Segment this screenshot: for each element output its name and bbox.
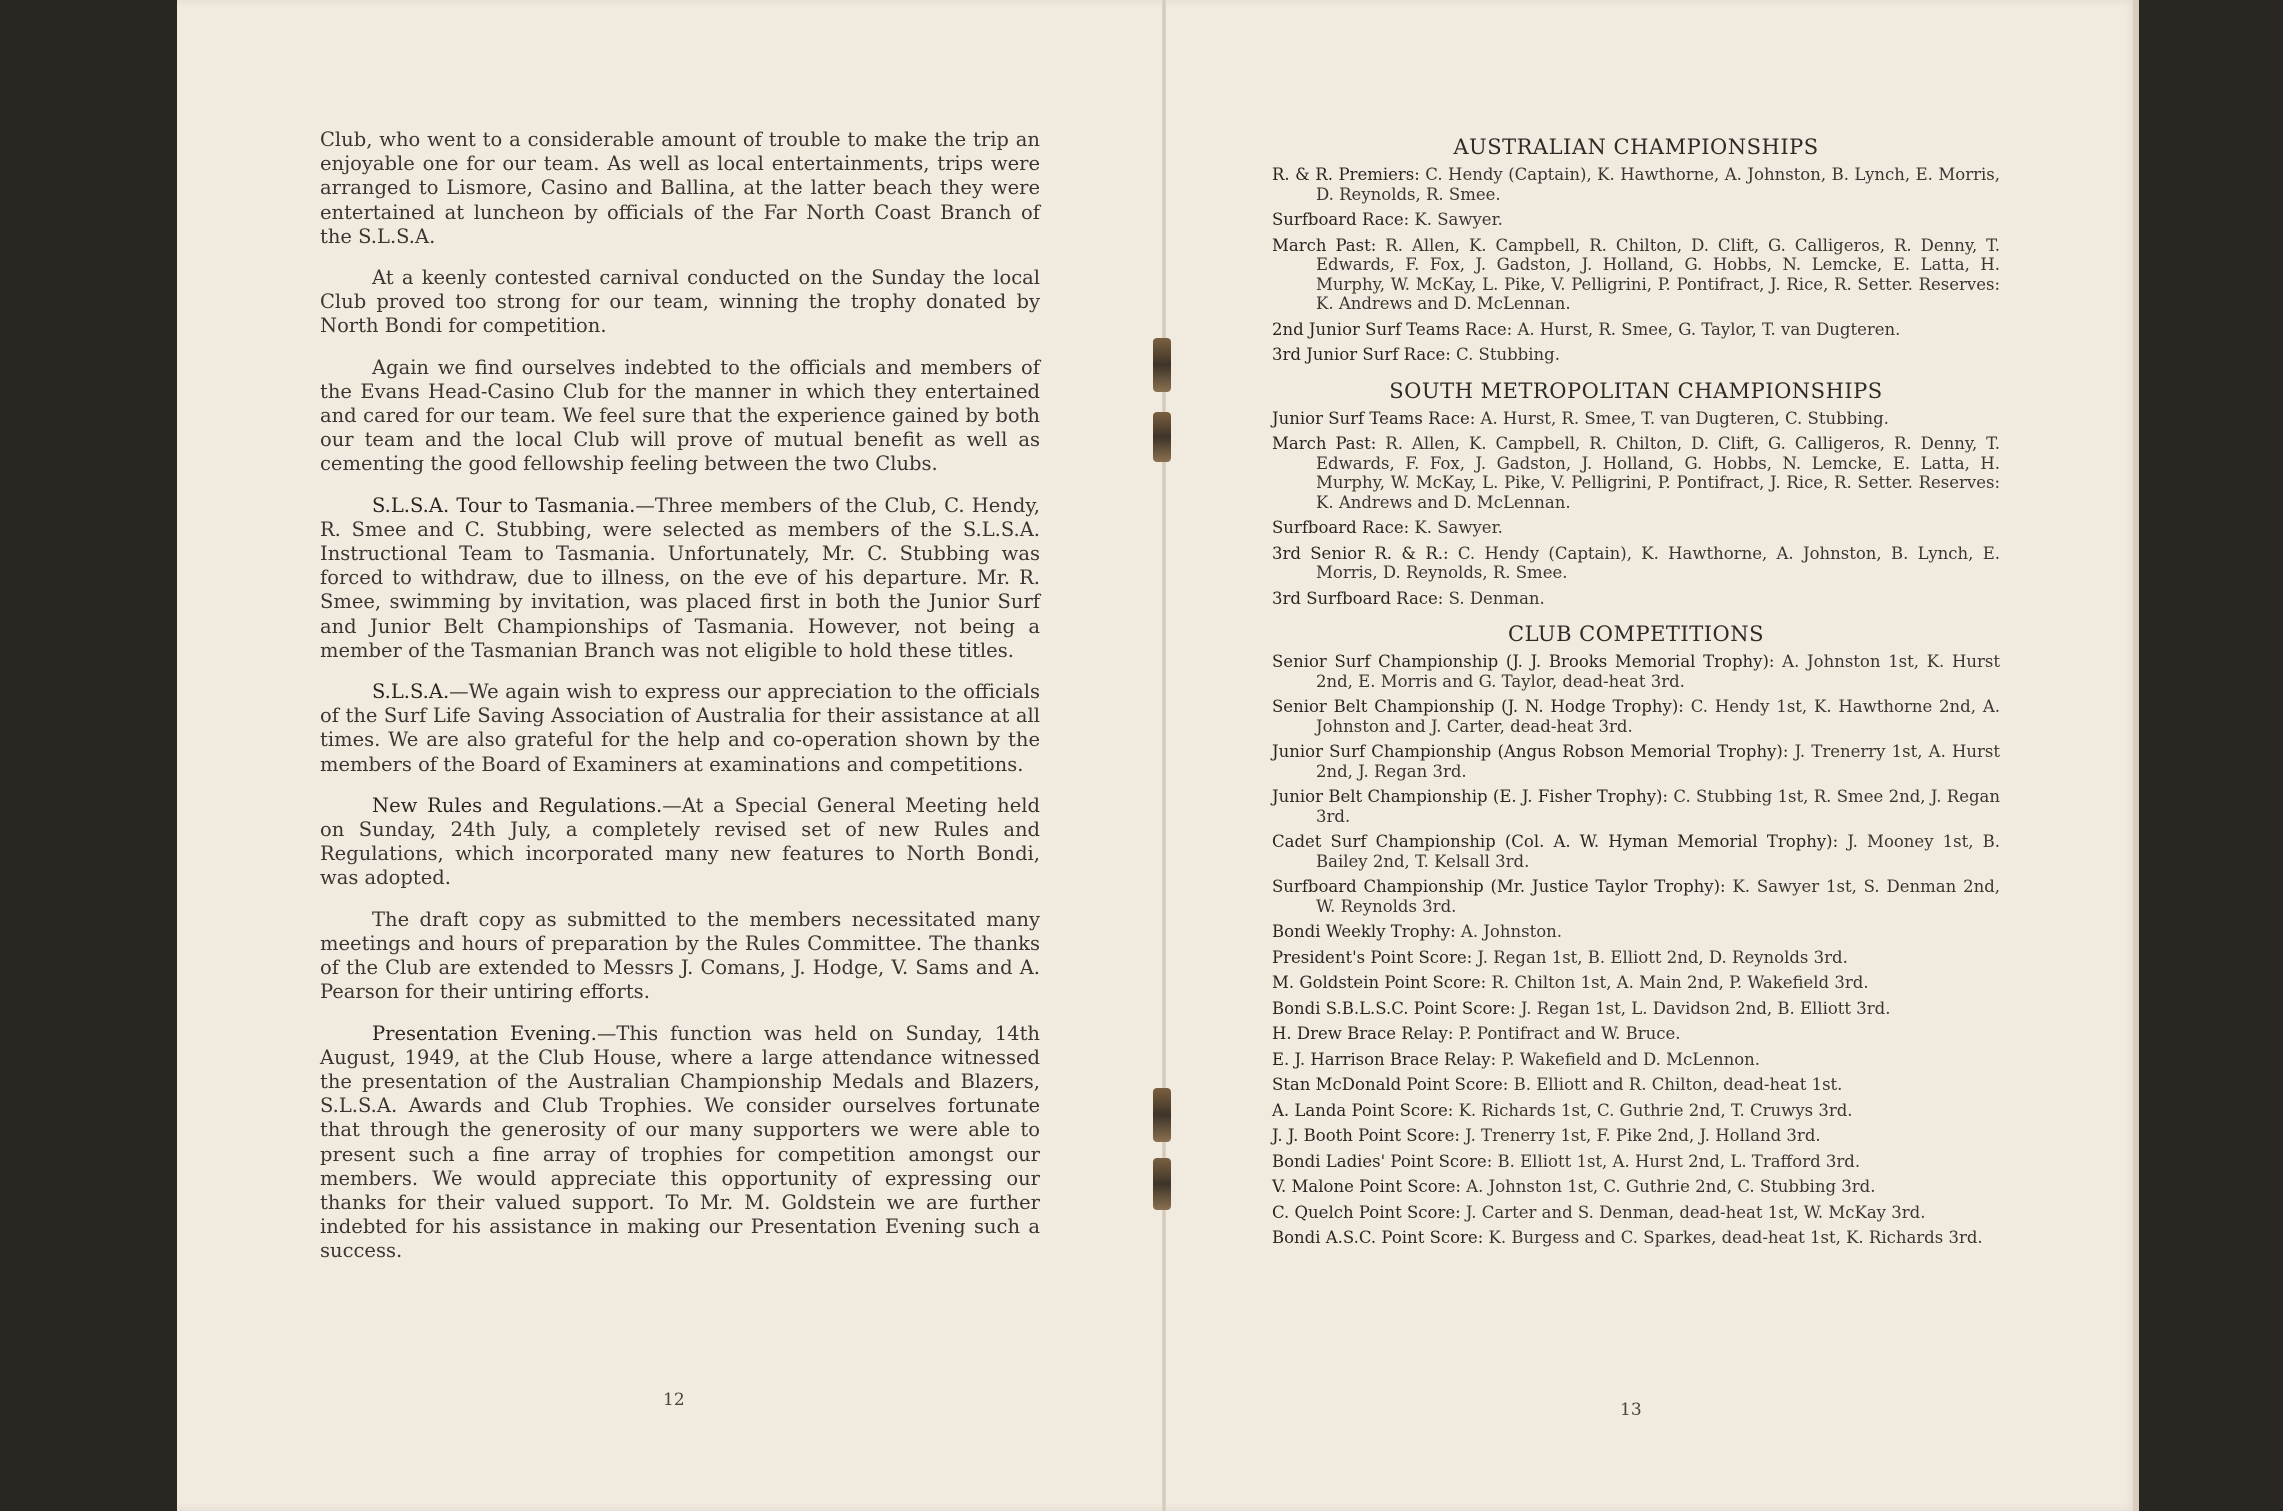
section-australian-championships (1272, 135, 2000, 365)
staple-top-2 (1153, 412, 1171, 462)
list-item: March Past: R. Allen, K. Campbell, R. Chilton, D. Clift, G. Calligeros, R. Denny, T. Edwards, F. Fox, J. Gadston, J. Holland, G. Hobbs, N. Lemcke, E. Latta, H. Murphy, W. McKay, L. Pike, V. Pelligrini, P. Pontifract, J. Rice, R. Setter. Reserves: K. Andrews and D. McLennan. (1272, 235, 2000, 313)
list-item: A. Landa Point Score: K. Richards 1st, C. Guthrie 2nd, T. Cruwys 3rd. (1272, 1100, 1853, 1120)
staple-bottom-2 (1153, 1158, 1171, 1210)
paragraph-new-rules: New Rules and Regulations.—At a Special General Meeting held on Sunday, 24th July, a completely revised set of new Rules and Regulations, which incorporated many new features to North Bondi, was adopted. (320, 793, 1040, 890)
list-item: Senior Belt Championship (J. N. Hodge Trophy): C. Hendy 1st, K. Hawthorne 2nd, A. Johnston and J. Carter, dead-heat 3rd. (1272, 697, 2000, 736)
list-item: C. Quelch Point Score: J. Carter and S. Denman, dead-heat 1st, W. McKay 3rd. (1272, 1202, 1926, 1222)
page-edge (2133, 0, 2139, 1511)
list-item: President's Point Score: J. Regan 1st, B. Elliott 2nd, D. Reynolds 3rd. (1272, 947, 1848, 967)
left-page (320, 128, 1040, 1281)
list-item: 3rd Junior Surf Race: C. Stubbing. (1272, 345, 1560, 364)
page-number-left: 12 (663, 1390, 685, 1410)
list-item: V. Malone Point Score: A. Johnston 1st, C. Guthrie 2nd, C. Stubbing 3rd. (1272, 1177, 1876, 1196)
list-item: Surfboard Race: K. Sawyer. (1272, 210, 1503, 229)
list-item: Cadet Surf Championship (Col. A. W. Hyman Memorial Trophy): J. Mooney 1st, B. Bailey 2nd, T. Kelsall 3rd. (1272, 832, 2001, 871)
list-item: E. J. Harrison Brace Relay: P. Wakefield and D. McLennon. (1272, 1049, 1760, 1069)
section-title: SOUTH METROPOLITAN CHAMPIONSHIPS (1389, 378, 1883, 403)
list-item: Surfboard Race: K. Sawyer. (1272, 518, 1503, 537)
section-title: AUSTRALIAN CHAMPIONSHIPS (1453, 135, 1819, 159)
list-item: J. J. Booth Point Score: J. Trenerry 1st, F. Pike 2nd, J. Holland 3rd. (1272, 1126, 1821, 1145)
heading-tasmania-tour: S.L.S.A. Tour to Tasmania. (372, 493, 636, 517)
heading-presentation-evening: Presentation Evening. (372, 1021, 597, 1045)
section-club-competitions (1272, 622, 2000, 1248)
section-title: CLUB COMPETITIONS (1508, 622, 1764, 646)
heading-new-rules: New Rules and Regulations. (372, 793, 663, 817)
list-item: Bondi Ladies' Point Score: B. Elliott 1st, A. Hurst 2nd, L. Trafford 3rd. (1272, 1151, 1861, 1171)
paragraph-club-trip: Club, who went to a considerable amount of trouble to make the trip an enjoyable one for our team. As well as local entertainments, trips were arranged to Lismore, Casino and Ballina, at the latter beach they were entertained at luncheon by officials of the Far North Coast Branch of the S.L.S.A. (320, 128, 1040, 248)
paragraph-draft-copy: The draft copy as submitted to the members necessitated many meetings and hours of preparation by the Rules Committee. The thanks of the Club are extended to Messrs J. Comans, J. Hodge, V. Sams and A. Pearson for their untiring efforts. (320, 907, 1040, 1004)
staple-top-1 (1153, 338, 1171, 392)
list-item: Bondi A.S.C. Point Score: K. Burgess and C. Sparkes, dead-heat 1st, K. Richards 3rd. (1272, 1228, 1983, 1247)
staple-bottom-1 (1153, 1088, 1171, 1142)
paragraph-tasmania-tour: S.L.S.A. Tour to Tasmania.—Three members of the Club, C. Hendy, R. Smee and C. Stubbing, were selected as members of the S.L.S.A. Instructional Team to Tasmania. Unfortunately, Mr. C. Stubbing was forced to withdraw, due to illness, on the eve of his departure. Mr. R. Smee, swimming by invitation, was placed first in both the Junior Surf and Junior Belt Championships of Tasmania. However, not being a member of the Tasmanian Branch was not eligible to hold these titles. (320, 493, 1040, 662)
booklet-gutter (1162, 0, 1166, 1511)
page-number-right: 13 (1620, 1400, 1642, 1420)
list-item: Junior Belt Championship (E. J. Fisher Trophy): C. Stubbing 1st, R. Smee 2nd, J. Regan 3rd. (1272, 787, 2000, 826)
paragraph-carnival: At a keenly contested carnival conducted on the Sunday the local Club proved too strong for our team, winning the trophy donated by North Bondi for competition. (320, 266, 1040, 338)
list-item: R. & R. Premiers: C. Hendy (Captain), K. Hawthorne, A. Johnston, B. Lynch, E. Morris, D. Reynolds, R. Smee. (1272, 165, 2000, 204)
list-item: 3rd Senior R. & R.: C. Hendy (Captain), K. Hawthorne, A. Johnston, B. Lynch, E. Morris, D. Reynolds, R. Smee. (1272, 543, 2000, 582)
list-item: Senior Surf Championship (J. J. Brooks Memorial Trophy): A. Johnston 1st, K. Hurst 2nd, E. Morris and G. Taylor, dead-heat 3rd. (1272, 652, 2000, 691)
paragraph-evans-head: Again we find ourselves indebted to the officials and members of the Evans Head-Casino Club for the manner in which they entertained and cared for our team. We feel sure that the experience gained by both our team and the local Club will prove of mutual benefit as well as cementing the good fellowship feeling between the two Clubs. (320, 355, 1040, 476)
right-page (1272, 135, 2000, 1262)
list-item: Bondi S.B.L.S.C. Point Score: J. Regan 1st, L. Davidson 2nd, B. Elliott 3rd. (1272, 998, 1891, 1018)
list-item: M. Goldstein Point Score: R. Chilton 1st, A. Main 2nd, P. Wakefield 3rd. (1272, 973, 1869, 992)
list-item: March Past: R. Allen, K. Campbell, R. Chilton, D. Clift, G. Calligeros, R. Denny, T. Edwards, F. Fox, J. Gadston, J. Holland, G. Hobbs, N. Lemcke, E. Latta, H. Murphy, W. McKay, L. Pike, V. Pelligrini, P. Pontifract, J. Rice, R. Setter. Reserves: K. Andrews and D. McLennan. (1272, 434, 2000, 512)
list-item: Stan McDonald Point Score: B. Elliott and R. Chilton, dead-heat 1st. (1272, 1075, 1843, 1094)
paragraph-slsa: S.L.S.A.—We again wish to express our appreciation to the officials of the Surf Life Saving Association of Australia for their assistance at all times. We are also grateful for the help and co-operation shown by the members of the Board of Examiners at examinations and competitions. (320, 680, 1040, 776)
heading-slsa: S.L.S.A. (372, 680, 450, 704)
list-item: Junior Surf Championship (Angus Robson Memorial Trophy): J. Trenerry 1st, A. Hurst 2nd, J. Regan 3rd. (1272, 742, 2000, 781)
list-item: Surfboard Championship (Mr. Justice Taylor Trophy): K. Sawyer 1st, S. Denman 2nd, W. Reynolds 3rd. (1272, 877, 2001, 916)
list-item: H. Drew Brace Relay: P. Pontifract and W. Bruce. (1272, 1024, 1681, 1043)
list-item: 2nd Junior Surf Teams Race: A. Hurst, R. Smee, G. Taylor, T. van Dugteren. (1272, 319, 1901, 339)
section-south-metropolitan-championships (1272, 379, 2000, 609)
list-item: Bondi Weekly Trophy: A. Johnston. (1272, 922, 1563, 941)
paragraph-presentation-evening: Presentation Evening.—This function was held on Sunday, 14th August, 1949, at the Club House, where a large attendance witnessed the presentation of the Australian Championship Medals and Blazers, S.L.S.A. Awards and Club Trophies. We consider ourselves fortunate that through the generosity of our many supporters we were able to present such a fine array of trophies for competition amongst our members. We would appreciate this opportunity of expressing our thanks for their valued support. To Mr. M. Goldstein we are further indebted for his assistance in making our Presentation Evening such a success. (320, 1021, 1040, 1263)
list-item: Junior Surf Teams Race: A. Hurst, R. Smee, T. van Dugteren, C. Stubbing. (1272, 408, 1889, 428)
list-item: 3rd Surfboard Race: S. Denman. (1272, 588, 1545, 608)
